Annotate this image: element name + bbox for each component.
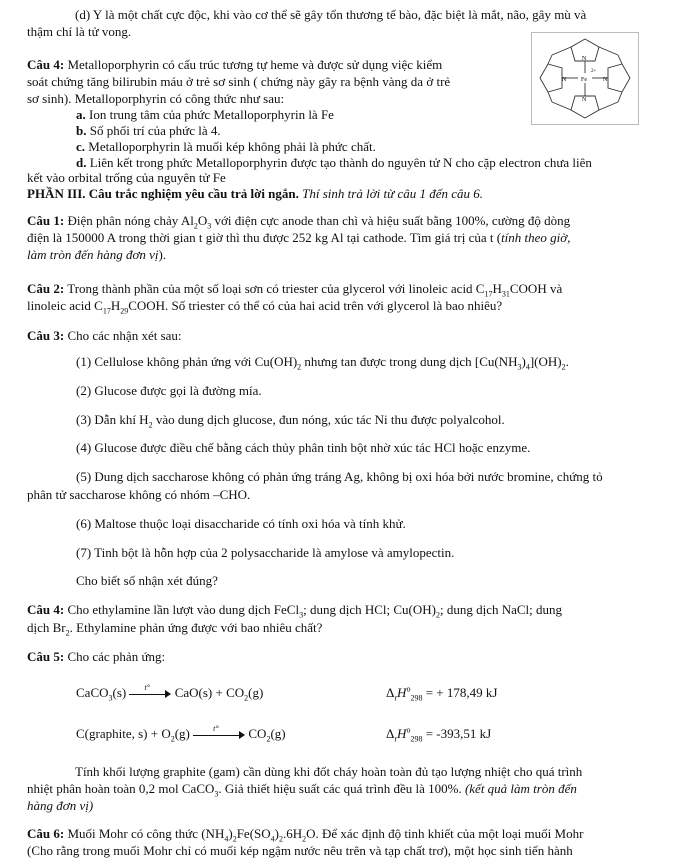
- q5-paragraph-line2: nhiệt phân hoàn toàn 0,2 mol CaCO$_3$. Giả thiết hiệu suất các quá trình đều là 100%. (kết quả làm tròn đến: [27, 781, 577, 799]
- option-letter: a.: [76, 107, 86, 122]
- q5-label: Câu 5:: [27, 649, 65, 664]
- q4-line3: sơ sinh). Metalloporphyrin có công thức như sau:: [27, 91, 285, 106]
- q5-paragraph-line3: hàng đơn vị): [27, 798, 94, 813]
- reaction-1-enthalpy: $\Delta_rH^o_{298}$ = + 178,49 kJ: [386, 684, 498, 703]
- q4-option-c: [76, 138, 656, 155]
- q3-statement-2: (2) Glucose được gọi là đường mía.: [76, 383, 262, 398]
- reaction-arrow: [193, 724, 245, 741]
- q1-text: Điện phân nóng chảy Al: [64, 213, 194, 228]
- reaction-2-enthalpy: $\Delta_rH^o_{298} = -393,51$ kJ: [386, 725, 492, 744]
- fe-center-label: Fe: [581, 77, 587, 83]
- q3-statement-1: (1) Cellulose không phản ứng với $Cu(OH)_2$ nhưng tan được trong dung dịch $[Cu(NH_3)_4](OH)_2$.: [76, 354, 569, 372]
- q2-text: Trong thành phần của một số loại sơn có triester của glycerol với linoleic acid C: [64, 281, 485, 296]
- q2-text: COOH và: [509, 281, 563, 296]
- part3-title: PHẦN III. Câu trắc nghiệm yêu cầu trả lời ngắn.: [27, 186, 299, 201]
- q1-text: với điện cực anode than chì và hiệu suất bằng 100%, cường độ dòng: [211, 213, 571, 228]
- q4-line1: [27, 56, 527, 73]
- q2-sub: 31: [501, 289, 510, 299]
- n-atom-top: N: [582, 56, 587, 62]
- q1-italic: làm tròn đến hàng đơn vị: [27, 247, 159, 262]
- part3-heading: [27, 185, 659, 202]
- option-letter: d.: [76, 155, 87, 170]
- q2-text: COOH. Số triester có thể có của hai acid trên với glycerol là bao nhiêu?: [128, 298, 503, 313]
- q2-text: H: [492, 281, 502, 296]
- q6-label: Câu 6:: [27, 826, 65, 841]
- q4b-label: Câu 4:: [27, 602, 65, 617]
- q1-text: điện là 150000 A trong thời gian t giờ thì thu được 252 kg Al tại cathode. Tìm giá trị của t (: [27, 230, 502, 245]
- n-atom-left: N: [562, 77, 567, 83]
- q1-italic: tính theo giờ,: [501, 230, 571, 245]
- porphyrin-svg: [532, 33, 638, 124]
- reaction-1-equation: CaCO$_3$(s) t° $CaO(s) + CO_2(g)$: [76, 684, 263, 701]
- q2-line1: [27, 280, 659, 297]
- q6-line1: Câu 6: Muối Mohr có công thức $(NH_4)_2Fe(SO_4)_2.6H_2O$. Để xác định độ tinh khiết của một loại muối Mohr: [27, 826, 584, 844]
- q2-sub: 29: [120, 306, 129, 316]
- arrow-condition: t°: [144, 683, 150, 693]
- q1-line2: [27, 229, 659, 246]
- q1-sub: 2: [193, 221, 198, 231]
- q3-line-intro: [27, 327, 659, 344]
- q2-sub: 17: [484, 289, 493, 299]
- part3-note: Thí sinh trả lời từ câu 1 đến câu 6.: [298, 186, 484, 201]
- option-letter: b.: [76, 123, 87, 138]
- q4b-line2: dịch $Br_2$. Ethylamine phản ứng được với bao nhiêu chất?: [27, 620, 323, 638]
- metalloporphyrin-structure-figure: [531, 32, 639, 125]
- option-letter: c.: [76, 139, 86, 154]
- option-text: Ion trung tâm của phức Metalloporphyrin là Fe: [85, 107, 334, 122]
- q2-label: Câu 2:: [27, 281, 65, 296]
- pyrrole-ring-left: [540, 64, 562, 92]
- q3-question: Cho biết số nhận xét đúng?: [76, 573, 218, 588]
- q2-sub: 17: [102, 306, 111, 316]
- q1-text: O: [197, 213, 208, 228]
- q6-line2: (Cho rằng trong muối Mohr chỉ có muối kép ngậm nước nêu trên và tạp chất trơ), một học sinh tiến hành: [27, 843, 573, 858]
- q2-text: H: [110, 298, 121, 313]
- q3-label: Câu 3:: [27, 328, 65, 343]
- q4-text-1: Metalloporphyrin có cấu trúc tương tự heme và được sử dụng việc kiểm: [64, 57, 443, 72]
- q4b-line1: Câu 4: Cho ethylamine lần lượt vào dung dịch FeCl$_3$; dung dịch HCl; $Cu(OH)_2$; dung dịch NaCl; dung: [27, 602, 563, 620]
- q2-text: linoleic acid C: [27, 298, 103, 313]
- q3-statement-6: (6) Maltose thuộc loại disaccharide có tính oxi hóa và tính khử.: [76, 516, 406, 531]
- reaction-arrow: [129, 683, 171, 700]
- q3-statement-3: (3) Dẫn khí $H_2$ vào dung dịch glucose, đun nóng, xúc tác Ni thu được polyalcohol.: [76, 412, 505, 430]
- option-text: Số phối trí của phức là 4.: [86, 123, 221, 138]
- q2-line2: [27, 297, 659, 314]
- q1-sub: 3: [207, 221, 212, 231]
- n-atom-bottom: N: [582, 97, 587, 103]
- fe-charge-label: 2+: [591, 69, 597, 74]
- pyrrole-ring-right: [608, 64, 630, 92]
- paragraph-d-line2: thậm chí là tử vong.: [27, 24, 132, 39]
- reaction-2-equation: C(graphite, $s) + O_2(g)$ t° $CO_2(g)$: [76, 725, 286, 742]
- q3-statement-7: (7) Tinh bột là hỗn hợp của 2 polysaccharide là amylose và amylopectin.: [76, 545, 455, 560]
- q1-line3: [27, 246, 659, 263]
- q4-label: Câu 4:: [27, 57, 65, 72]
- option-text: Liên kết trong phức Metalloporphyrin được tạo thành do nguyên tử N cho cặp electron chưa liên: [86, 155, 592, 170]
- q5-intro: Câu 5: Cho các phản ứng:: [27, 649, 166, 664]
- paragraph-d-line1: (d) Y là một chất cực độc, khi vào cơ thể sẽ gây tổn thương tế bào, đặc biệt là mắt, não, gây mù và: [75, 7, 587, 22]
- q1-text: ).: [158, 247, 167, 262]
- q4-line2: soát chứng tăng bilirubin máu ở trẻ sơ sinh ( chứng này gây ra bệnh vàng da ở trẻ: [27, 74, 451, 89]
- option-text: Metalloporphyrin là muối kép không phải là phức chất.: [85, 139, 376, 154]
- q3-statement-5-line1: (5) Dung dịch saccharose không có phản ứng tráng Ag, không bị oxi hóa bởi nước bromine, chứng tỏ: [76, 469, 603, 484]
- n-atom-right: N: [603, 77, 608, 83]
- q3-statement-5-line2: phân tử saccharose không có nhóm –CHO.: [27, 487, 251, 502]
- q3-text: Cho các nhận xét sau:: [64, 328, 182, 343]
- q1-label: Câu 1:: [27, 213, 65, 228]
- q5-paragraph-line1: Tính khối lượng graphite (gam) cần dùng khi đốt cháy hoàn toàn đủ tạo lượng nhiệt cho quá trình: [75, 764, 583, 779]
- q3-statement-4: (4) Glucose được điều chế bằng cách thủy phân tinh bột nhờ xúc tác HCl hoặc enzyme.: [76, 440, 531, 455]
- q1-line1: [27, 212, 659, 229]
- q4-option-d-cont: kết vào orbital trống của nguyên tử Fe: [27, 170, 226, 185]
- arrow-condition: t°: [213, 724, 219, 734]
